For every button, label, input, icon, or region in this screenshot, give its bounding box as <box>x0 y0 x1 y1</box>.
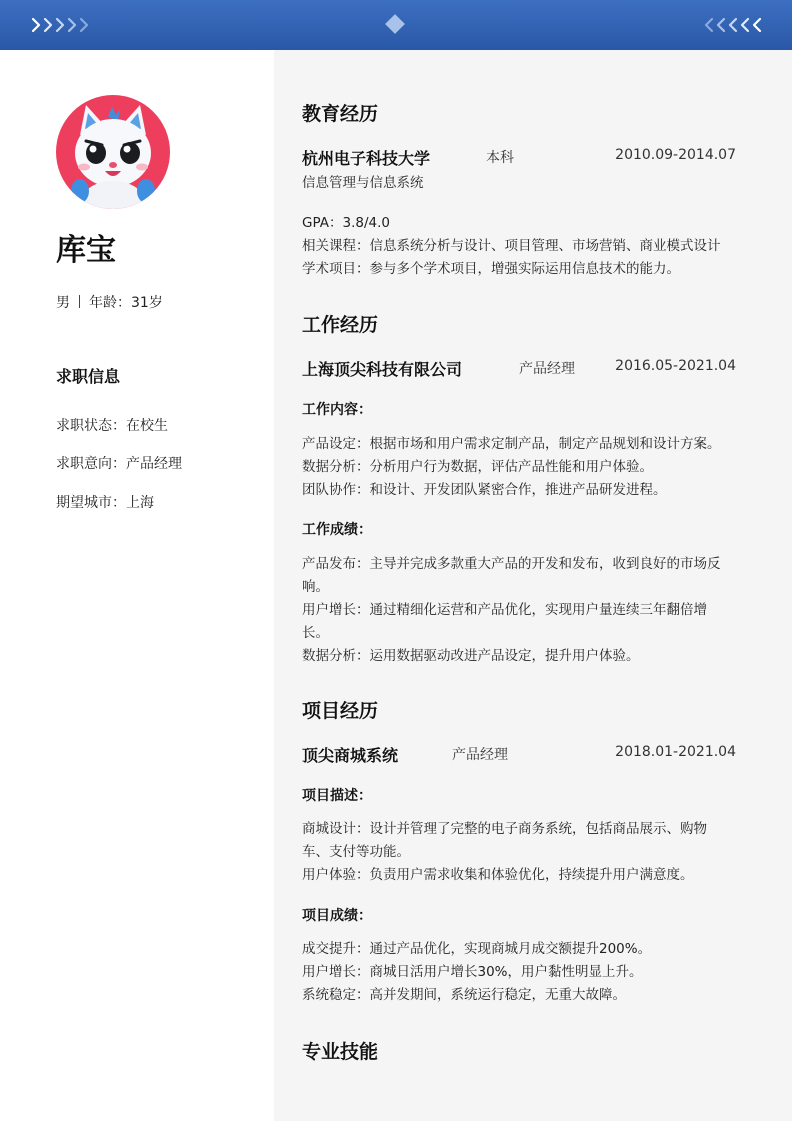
list-item: 长。 <box>302 625 329 641</box>
list-item: 用户增长：商城日活用户增长30%，用户黏性明显上升。 <box>302 964 643 980</box>
gender-text: 男 <box>56 295 70 311</box>
job-intent-heading: 求职信息 <box>56 367 121 386</box>
chevrons-left-icon <box>703 14 763 36</box>
project-role: 产品经理 <box>452 747 508 763</box>
job-status: 求职状态：在校生 <box>56 418 168 434</box>
list-item: 团队协作：和设计、开发团队紧密合作，推进产品研发进程。 <box>302 482 667 498</box>
list-item: 系统稳定：高并发期间，系统运行稳定，无重大故障。 <box>302 987 626 1003</box>
project-results-title: 项目成绩： <box>302 908 372 924</box>
education-period: 2010.09-2014.07 <box>615 147 736 163</box>
sidebar <box>0 50 274 1121</box>
list-item: 产品设定：根据市场和用户需求定制产品，制定产品规划和设计方案。 <box>302 436 721 452</box>
basic-info <box>56 292 163 312</box>
company-name: 上海顶尖科技有限公司 <box>302 360 463 379</box>
project-desc-title: 项目描述： <box>302 788 372 804</box>
list-item: 车、支付等功能。 <box>302 844 410 860</box>
education-title: 教育经历 <box>302 103 379 125</box>
degree: 本科 <box>486 150 514 166</box>
work-achievements-title: 工作成绩： <box>302 522 372 538</box>
list-item: 数据分析：分析用户行为数据，评估产品性能和用户体验。 <box>302 459 653 475</box>
work-content-title: 工作内容： <box>302 402 372 418</box>
list-item: 响。 <box>302 579 329 595</box>
list-item: 数据分析：运用数据驱动改进产品设定，提升用户体验。 <box>302 648 640 664</box>
candidate-name: 库宝 <box>56 233 116 268</box>
gpa: GPA：3.8/4.0 <box>302 215 390 231</box>
cat-mascot-icon <box>56 95 170 209</box>
avatar <box>56 95 170 209</box>
chevrons-right-icon <box>30 14 90 36</box>
project-title: 项目经历 <box>302 700 379 722</box>
divider <box>79 295 80 308</box>
project-period: 2018.01-2021.04 <box>615 744 736 760</box>
list-item: 用户体验：负责用户需求收集和体验优化，持续提升用户满意度。 <box>302 867 694 883</box>
desired-city: 期望城市：上海 <box>56 495 154 511</box>
age-text: 年龄：31岁 <box>89 295 163 311</box>
academic-projects: 学术项目：参与多个学术项目，增强实际运用信息技术的能力。 <box>302 261 680 277</box>
list-item: 成交提升：通过产品优化，实现商城月成交额提升200%。 <box>302 941 652 957</box>
major: 信息管理与信息系统 <box>302 175 424 191</box>
project-name: 顶尖商城系统 <box>302 746 399 765</box>
work-title: 工作经历 <box>302 314 379 336</box>
courses: 相关课程：信息系统分析与设计、项目管理、市场营销、商业模式设计 <box>302 238 721 254</box>
diamond-icon <box>385 14 405 34</box>
work-role: 产品经理 <box>519 361 575 377</box>
school-name: 杭州电子科技大学 <box>302 149 431 168</box>
list-item: 产品发布：主导并完成多款重大产品的开发和发布，收到良好的市场反 <box>302 556 721 572</box>
work-period: 2016.05-2021.04 <box>615 358 736 374</box>
list-item: 用户增长：通过精细化运营和产品优化，实现用户量连续三年翻倍增 <box>302 602 707 618</box>
list-item: 商城设计：设计并管理了完整的电子商务系统，包括商品展示、购物 <box>302 821 707 837</box>
skills-title: 专业技能 <box>302 1041 379 1063</box>
job-intent: 求职意向：产品经理 <box>56 456 182 472</box>
header-banner <box>0 0 792 50</box>
